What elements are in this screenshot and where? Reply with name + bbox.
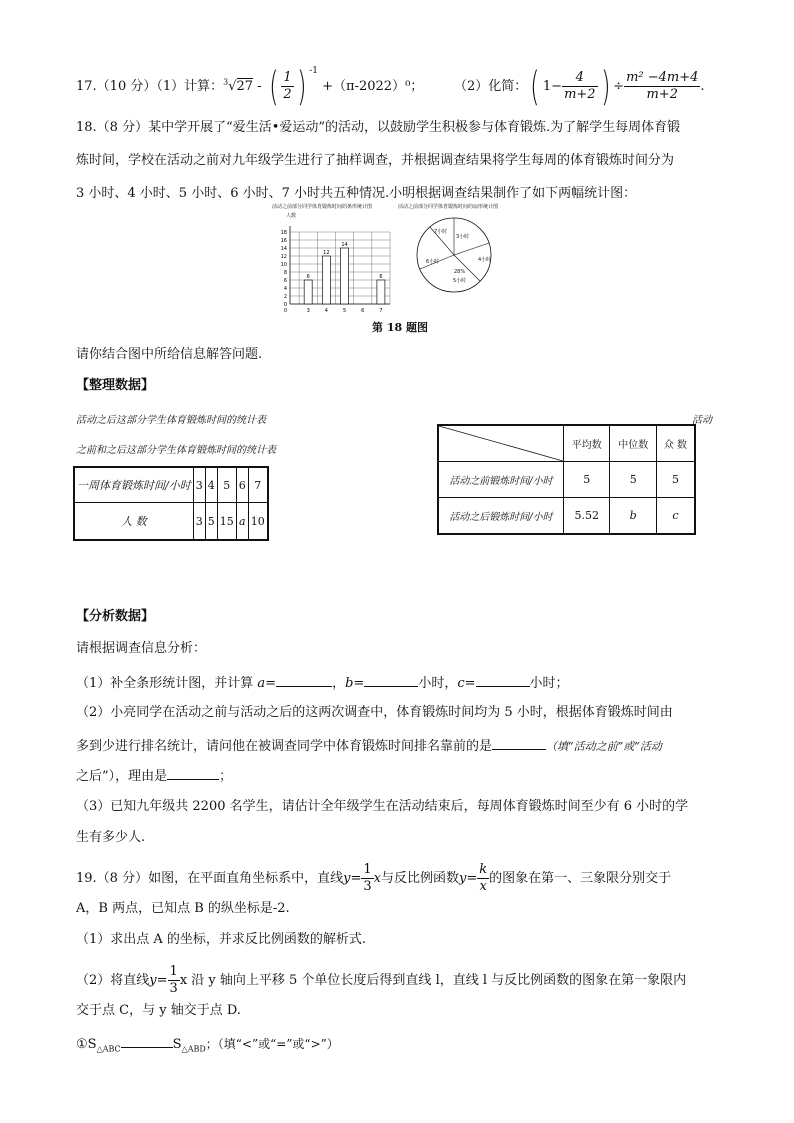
unit-hours: 小时， xyxy=(418,676,458,691)
table-header: 平均数 xyxy=(564,425,610,462)
fraction-one-third: $\frac{1}{3}$ xyxy=(169,964,178,996)
pie-label: 28% xyxy=(454,269,466,275)
q19-p2-text: x 沿 y 轴向上平移 5 个单位长度后得到直线 l，直线 l 与反比例函数的图象在第一象限内 xyxy=(179,973,687,988)
table-cell: 5 xyxy=(610,462,656,498)
x-tick-label: 4 xyxy=(324,308,328,314)
fraction-one-third: $\frac{1}{3}$ xyxy=(363,862,372,894)
equals: = xyxy=(464,676,476,691)
divide-sign: ÷ xyxy=(613,79,625,94)
var-x: x xyxy=(373,871,381,886)
bar xyxy=(304,280,312,304)
pie-label: 5小时 xyxy=(453,278,467,284)
bar xyxy=(322,256,330,304)
data-label: 6 xyxy=(306,274,310,280)
bar xyxy=(341,248,349,304)
answer-blank-reason[interactable] xyxy=(167,767,219,780)
data-label: 12 xyxy=(323,250,330,256)
diagonal-header-cell xyxy=(438,425,564,462)
table-row xyxy=(74,503,268,541)
table-cell: 5 xyxy=(656,462,695,498)
table-header: 中位数 xyxy=(610,425,656,462)
var-c: c xyxy=(457,676,465,691)
root-icon: √ xyxy=(228,79,237,94)
pie-chart-svg xyxy=(398,209,523,315)
radicand: 27 xyxy=(236,79,254,94)
fraction-quadratic: $\frac{\text{m² −4m+4}}{m+2}$ xyxy=(626,70,699,102)
table-cell: 7 xyxy=(248,467,268,503)
table-cell: 活动之前锻炼时间/小时 xyxy=(438,462,564,498)
q18-p1-text: （1）补全条形统计图，并计算 xyxy=(76,676,258,691)
minus: - xyxy=(253,79,266,94)
var-y: y xyxy=(149,973,157,988)
table-row xyxy=(438,425,695,462)
q18-line2: 炼时间，学校在活动之前对九年级学生进行了抽样调查，并根据调查结果将学生每周的体育锻炼时间分为 xyxy=(76,153,675,168)
exponent: -1 xyxy=(309,65,319,76)
analyze-ask: 请根据调查信息分析： xyxy=(76,641,207,656)
equals: = xyxy=(265,676,277,691)
y-tick-label: 10 xyxy=(280,262,287,268)
answer-blank-rank[interactable] xyxy=(492,737,546,750)
table-row xyxy=(438,462,695,498)
right-paren-icon: ) xyxy=(296,63,307,110)
q18-p2-line2 xyxy=(76,737,662,755)
q17-part2 xyxy=(454,63,705,110)
q18-p3-line2: 生有多少人. xyxy=(76,830,146,845)
fraction-half: $\frac{1}{2}$ xyxy=(283,70,292,102)
comma: ， xyxy=(332,676,346,691)
q18-line1: 18.（8 分）某中学开展了“爱生活•爱运动”的活动，以鼓励学生积极参与体育锻炼.为了解学生每周体育锻 xyxy=(76,120,681,135)
period: . xyxy=(700,79,705,94)
diagonal-line-icon xyxy=(439,426,563,461)
var-b: b xyxy=(345,676,354,691)
q18-p2-line1: （2）小亮同学在活动之前与活动之后的这两次调查中，体育锻炼时间均为 5 小时，根据体育锻炼时间由 xyxy=(76,705,673,720)
compare-hint: ；（填“<”或“=”或“>”） xyxy=(205,1037,339,1051)
var-y: y xyxy=(458,871,467,886)
q19-text: 与反比例函数 xyxy=(380,871,459,886)
q19-p2-text: （2）将直线 xyxy=(76,973,150,988)
triangle-abd-sub: △ABD xyxy=(181,1044,206,1054)
table-cell: 一周体育锻炼时间/小时 xyxy=(74,467,193,503)
table-after-activity xyxy=(73,466,269,541)
q19-p3 xyxy=(76,1035,339,1058)
y-tick-label: 2 xyxy=(283,294,287,300)
q19-p2-line1 xyxy=(76,964,686,997)
semicolon: ； xyxy=(219,769,233,784)
table-cell: c xyxy=(656,498,695,535)
pie-chart-title: 活动之前部分同学体育锻炼时间的扇形统计图 xyxy=(398,204,499,210)
var-y: y xyxy=(343,871,351,886)
y-tick-label: 14 xyxy=(280,246,287,252)
table-cell: 6 xyxy=(236,467,248,503)
q18-p2-reason: 之后”），理由是 xyxy=(76,769,168,784)
equals: = xyxy=(350,871,362,886)
figure-caption: 第 18 题图 xyxy=(372,321,428,334)
q17-part1 xyxy=(76,63,424,110)
x-tick-label: 6 xyxy=(361,308,365,314)
y-tick-label: 8 xyxy=(283,270,287,276)
s-label: S xyxy=(172,1037,182,1052)
q19-text: 的图象在第一、三象限分别交于 xyxy=(489,871,672,886)
s-label: ①S xyxy=(76,1037,97,1052)
bar xyxy=(377,280,385,304)
table-cell: a xyxy=(236,503,248,541)
right-paren-icon: ) xyxy=(600,63,611,110)
table-header: 众 数 xyxy=(656,425,695,462)
table-cell: b xyxy=(610,498,656,535)
y-tick-label: 18 xyxy=(280,230,287,236)
bar-chart-title: 活动之前部分同学体育锻炼时间的条形统计图 xyxy=(272,204,373,210)
bar-chart-ylabel: 人数 xyxy=(286,213,297,219)
cube-root-index: 3 xyxy=(223,77,229,87)
section-organize: 【整理数据】 xyxy=(76,378,155,393)
y-tick-label: 12 xyxy=(280,254,287,260)
table-cell: 4 xyxy=(205,467,217,503)
left-paren-icon: ( xyxy=(530,63,540,110)
q19-p2-line2: 交于点 C，与 y 轴交于点 D. xyxy=(76,1003,241,1018)
table-note-2: 之前和之后这部分学生体育锻炼时间的统计表 xyxy=(76,445,276,456)
pie-label: 4小时 xyxy=(478,257,492,263)
q18-p2-hint: （填“活动之前”或“活动 xyxy=(546,740,662,753)
q18-line3: 3 小时、4 小时、5 小时、6 小时、7 小时共五种情况.小明根据调查结果制作了如下两幅统计图： xyxy=(76,186,637,201)
origin-label: 0 xyxy=(283,308,287,314)
data-label: 6 xyxy=(379,274,383,280)
table-note-1: 活动之后这部分学生体育锻炼时间的统计表 xyxy=(76,415,266,426)
pie-label: 3小时 xyxy=(456,234,470,240)
x-tick-label: 3 xyxy=(306,308,310,314)
table-cell: 活动之后锻炼时间/小时 xyxy=(438,498,564,535)
pie-label: 6小时 xyxy=(426,259,440,265)
equals: = xyxy=(156,973,168,988)
table-cell: 5 xyxy=(564,462,610,498)
var-a: a xyxy=(257,676,266,691)
q18-p2-text: 多到少进行排名统计，请问他在被调查同学中体育锻炼时间排名靠前的是 xyxy=(76,739,493,754)
unit-hours: 小时； xyxy=(529,676,569,691)
pie-chart xyxy=(398,203,523,315)
table-cell: 5 xyxy=(205,503,217,541)
equals: = xyxy=(466,871,478,886)
y-tick-label: 4 xyxy=(283,286,287,292)
table-cell: 15 xyxy=(217,503,236,541)
instruction: 请你结合图中所给信息解答问题. xyxy=(76,347,263,362)
table-note-right: 活动 xyxy=(692,415,712,426)
fraction-k-over-x: $\frac{k}{x}$ xyxy=(479,862,488,894)
y-tick-label: 16 xyxy=(280,238,287,244)
table-before-after xyxy=(437,424,696,535)
table-cell: 人 数 xyxy=(74,503,193,541)
y-tick-label: 6 xyxy=(283,278,287,284)
bar-chart-svg xyxy=(272,209,402,315)
table-cell: 5 xyxy=(217,467,236,503)
table-cell: 5.52 xyxy=(564,498,610,535)
answer-blank-compare[interactable] xyxy=(121,1035,173,1048)
table-row xyxy=(74,467,268,503)
triangle-abc-sub: △ABC xyxy=(96,1044,121,1054)
table-cell: 3 xyxy=(193,503,205,541)
x-tick-label: 7 xyxy=(379,308,383,314)
q19-line1 xyxy=(76,862,671,895)
one-minus: 1− xyxy=(542,79,563,94)
q19-p1: （1）求出点 A 的坐标，并求反比例函数的解析式. xyxy=(76,932,367,947)
table-cell: 3 xyxy=(193,467,205,503)
x-tick-label: 5 xyxy=(342,308,347,314)
table-row xyxy=(438,498,695,535)
q17-tail: +（π-2022）⁰； xyxy=(322,79,424,94)
equals: = xyxy=(353,676,365,691)
pie-label: 7小时 xyxy=(434,229,448,235)
data-label: 14 xyxy=(341,242,348,248)
pie-divider xyxy=(454,243,489,255)
q19-text: 19.（8 分）如图，在平面直角坐标系中，直线 xyxy=(76,871,344,886)
answer-blank-c[interactable] xyxy=(476,674,530,687)
left-paren-icon: ( xyxy=(268,63,279,110)
q19-line2: A，B 两点，已知点 B 的纵坐标是-2. xyxy=(76,901,290,916)
table-cell: 10 xyxy=(248,503,268,541)
section-analyze: 【分析数据】 xyxy=(76,609,155,624)
q18-p3-line1: （3）已知九年级共 2200 名学生，请估计全年级学生在活动结束后，每周体育锻炼时间至少有 6 小时的学 xyxy=(76,799,689,814)
answer-blank-a[interactable] xyxy=(276,674,332,687)
q18-p1 xyxy=(76,674,569,692)
answer-blank-b[interactable] xyxy=(364,674,418,687)
q17-part2-label: （2）化简： xyxy=(454,79,528,94)
q18-p2-line3 xyxy=(76,767,232,785)
q17-part1-label: 17.（10 分）（1）计算： xyxy=(76,79,224,94)
bar-chart xyxy=(272,203,402,315)
y-tick-label: 0 xyxy=(283,302,287,308)
fraction-4-over-m2: $\frac{4}{m+2}$ xyxy=(564,70,596,102)
